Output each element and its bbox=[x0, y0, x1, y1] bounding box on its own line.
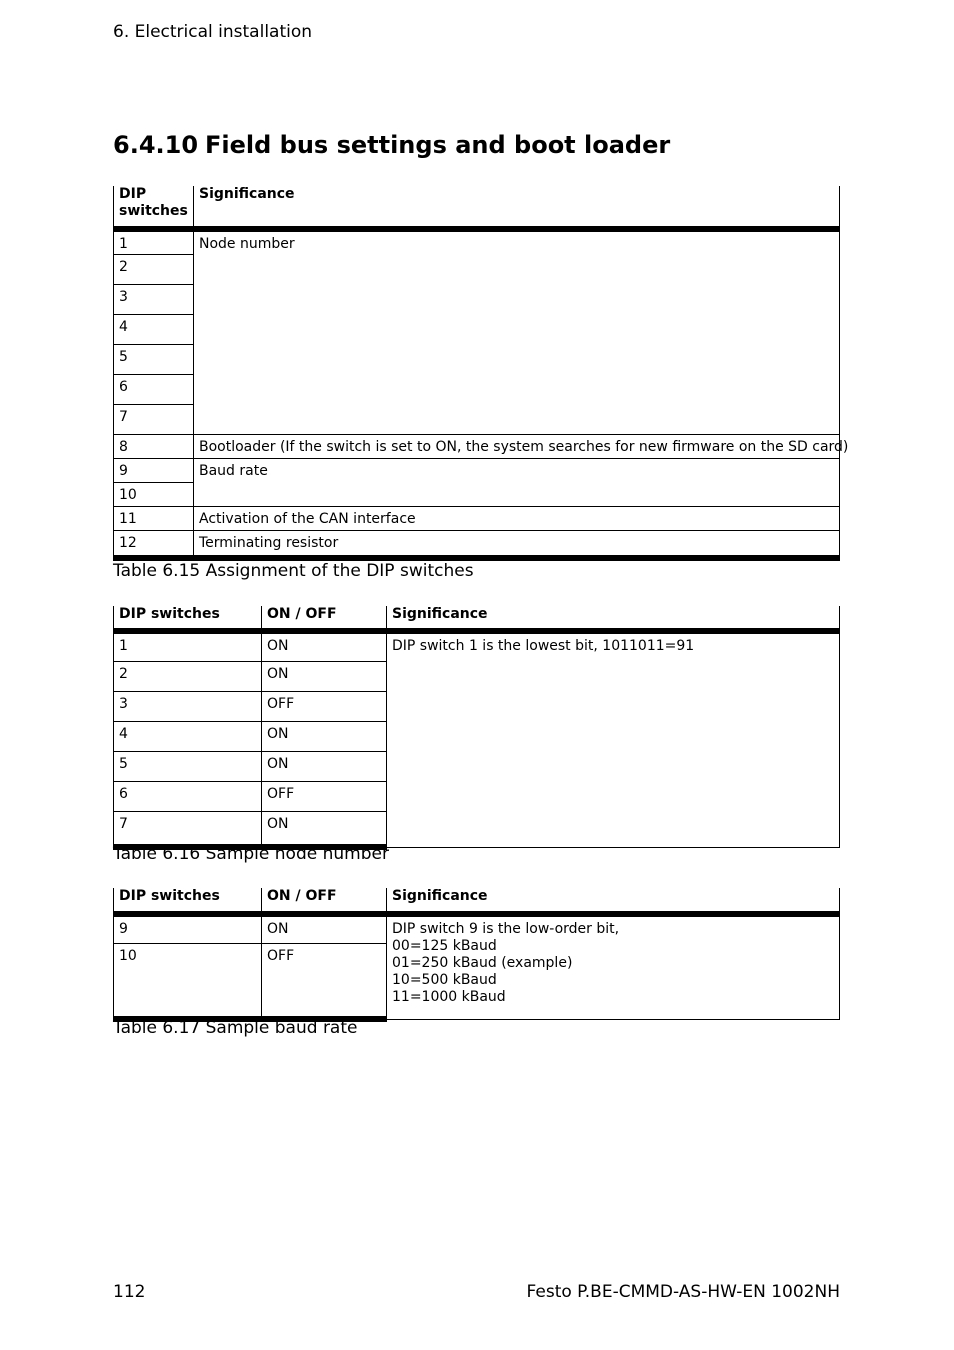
state-cell: ON bbox=[262, 631, 387, 661]
column-header-state: ON / OFF bbox=[262, 606, 387, 631]
column-header-state: ON / OFF bbox=[262, 888, 387, 914]
significance-line: 00=125 kBaud bbox=[392, 938, 497, 954]
column-header-significance: Significance bbox=[387, 888, 840, 914]
significance-line: 10=500 kBaud bbox=[392, 972, 497, 988]
dip-cell: 10 bbox=[114, 482, 194, 506]
significance-line: DIP switch 9 is the low-order bit, bbox=[392, 921, 620, 937]
page-number: 112 bbox=[113, 1282, 146, 1302]
dip-cell: 4 bbox=[114, 314, 194, 344]
dip-cell: 6 bbox=[114, 781, 262, 811]
dip-cell: 11 bbox=[114, 506, 194, 530]
table-row bbox=[114, 506, 840, 530]
section-title: Field bus settings and boot loader bbox=[205, 131, 671, 159]
column-header-dip: DIP switches bbox=[114, 186, 194, 229]
significance-cell: Node number bbox=[194, 229, 840, 434]
dip-cell: 10 bbox=[114, 943, 262, 1019]
column-header-significance: Significance bbox=[387, 606, 840, 631]
dip-cell: 7 bbox=[114, 404, 194, 434]
table-header-row bbox=[114, 606, 840, 631]
dip-cell: 1 bbox=[114, 229, 194, 254]
dip-cell: 9 bbox=[114, 914, 262, 943]
table-caption: Table 6.16 Sample node number bbox=[113, 844, 389, 864]
table-row bbox=[114, 229, 840, 254]
column-header-dip: DIP switches bbox=[114, 606, 262, 631]
dip-cell: 5 bbox=[114, 344, 194, 374]
table-row bbox=[114, 458, 840, 482]
table-row bbox=[114, 434, 840, 458]
significance-line: 11=1000 kBaud bbox=[392, 989, 506, 1005]
significance-cell: Baud rate bbox=[194, 458, 840, 506]
document-id: Festo P.BE-CMMD-AS-HW-EN 1002NH bbox=[526, 1282, 840, 1302]
state-cell: OFF bbox=[262, 781, 387, 811]
table-header-row bbox=[114, 186, 840, 229]
state-cell: ON bbox=[262, 721, 387, 751]
dip-cell: 7 bbox=[114, 811, 262, 847]
sample-baud-rate-table bbox=[113, 888, 840, 1022]
significance-line: 01=250 kBaud (example) bbox=[392, 955, 573, 971]
significance-cell bbox=[387, 914, 840, 1019]
significance-cell: Activation of the CAN interface bbox=[194, 506, 840, 530]
state-cell: ON bbox=[262, 811, 387, 847]
table-caption: Table 6.15 Assignment of the DIP switches bbox=[113, 561, 474, 581]
dip-cell: 5 bbox=[114, 751, 262, 781]
dip-assignment-table bbox=[113, 186, 849, 561]
dip-cell: 9 bbox=[114, 458, 194, 482]
dip-cell: 2 bbox=[114, 661, 262, 691]
dip-cell: 6 bbox=[114, 374, 194, 404]
state-cell: ON bbox=[262, 751, 387, 781]
column-header-significance: Significance bbox=[194, 186, 840, 229]
dip-cell: 3 bbox=[114, 691, 262, 721]
table-header-row bbox=[114, 888, 840, 914]
table-row bbox=[114, 914, 840, 943]
dip-cell: 12 bbox=[114, 530, 194, 558]
table-caption: Table 6.17 Sample baud rate bbox=[113, 1018, 358, 1038]
sample-node-number-table bbox=[113, 606, 840, 850]
state-cell: OFF bbox=[262, 943, 387, 1019]
dip-cell: 4 bbox=[114, 721, 262, 751]
significance-cell: DIP switch 1 is the lowest bit, 1011011=91 bbox=[387, 631, 840, 847]
section-heading bbox=[113, 131, 670, 159]
dip-cell: 2 bbox=[114, 254, 194, 284]
significance-cell: Terminating resistor bbox=[194, 530, 840, 558]
table-row bbox=[114, 530, 840, 558]
section-number: 6.4.10 bbox=[113, 131, 199, 159]
state-cell: ON bbox=[262, 661, 387, 691]
column-header-dip: DIP switches bbox=[114, 888, 262, 914]
dip-cell: 3 bbox=[114, 284, 194, 314]
table-row bbox=[114, 631, 840, 661]
running-head: 6. Electrical installation bbox=[113, 22, 313, 42]
dip-cell: 1 bbox=[114, 631, 262, 661]
state-cell: OFF bbox=[262, 691, 387, 721]
state-cell: ON bbox=[262, 914, 387, 943]
dip-cell: 8 bbox=[114, 434, 194, 458]
significance-cell: Bootloader (If the switch is set to ON, the system searches for new firmware on the SD card) bbox=[194, 434, 840, 458]
